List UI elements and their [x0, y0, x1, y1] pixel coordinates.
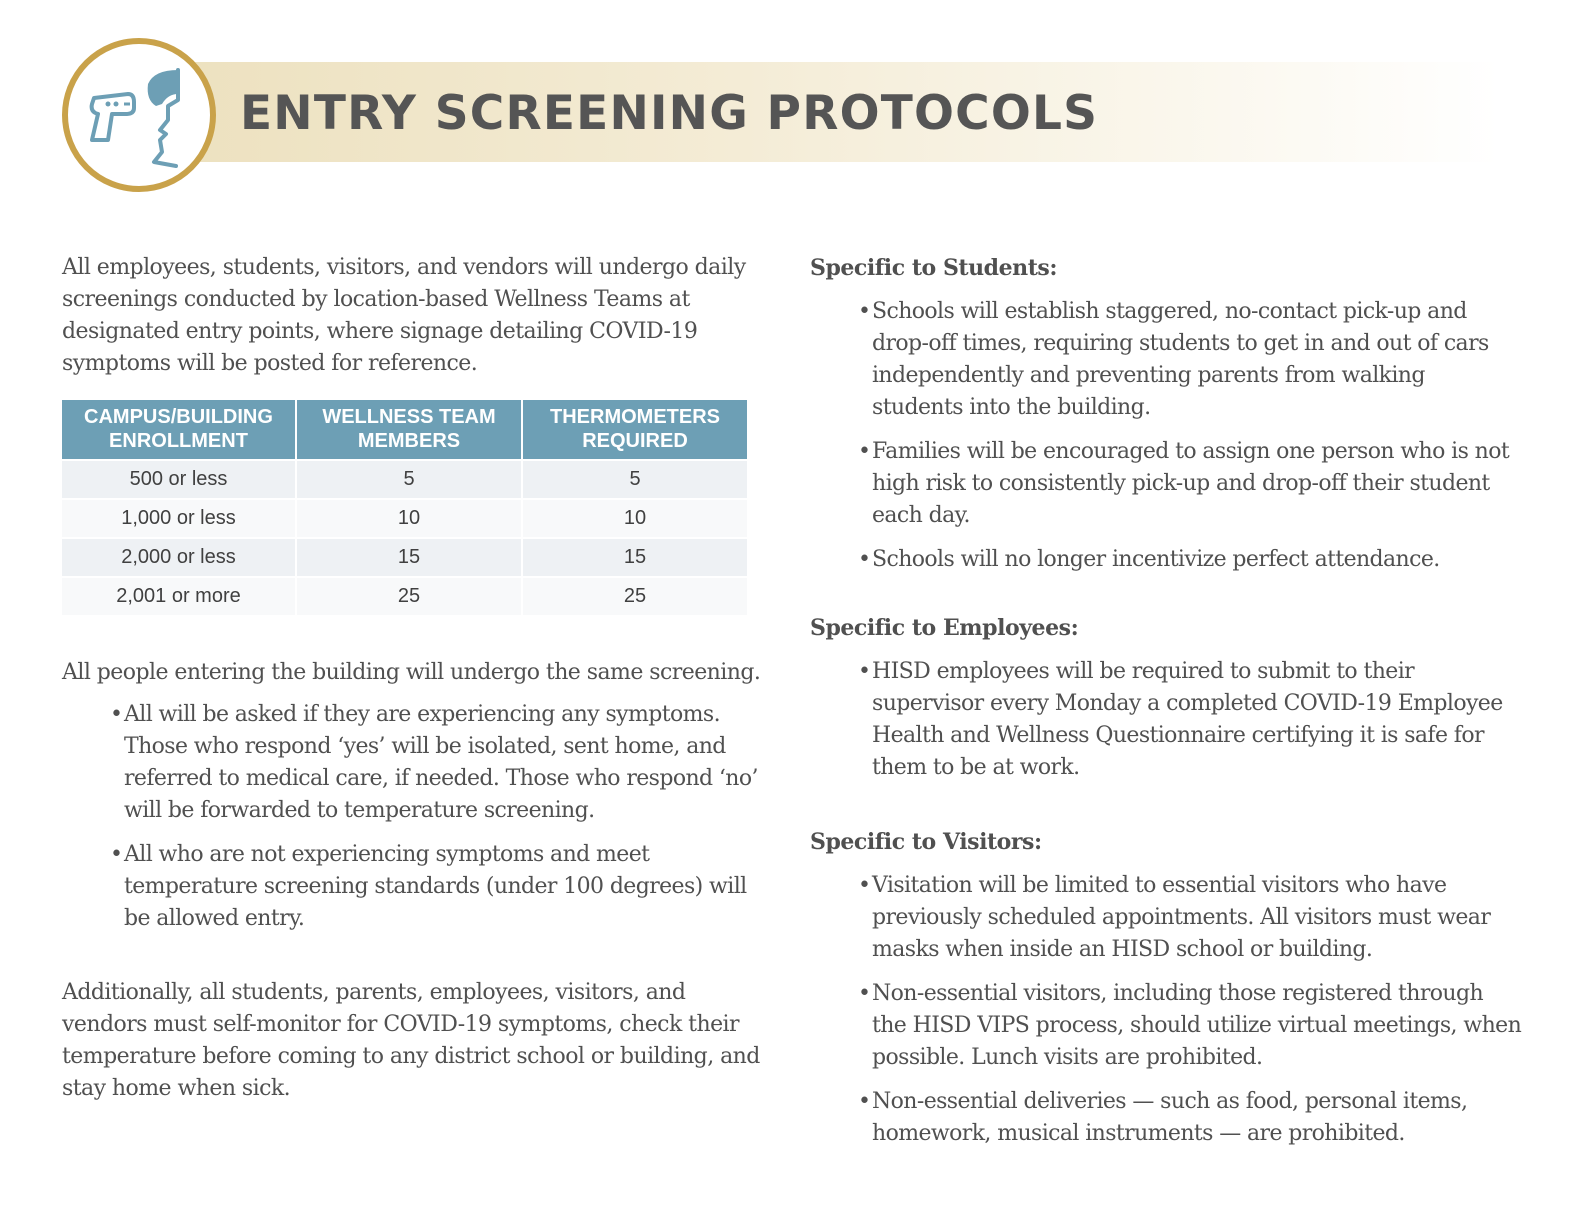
students-list: [810, 296, 1522, 576]
table-cell: 1,000 or less: [62, 500, 295, 537]
list-item: • Schools will establish staggered, no-contact pick-up and drop-off times, requiring students to get in and out of cars independently and preventing parents from walking students into the building.: [858, 299, 1489, 420]
list-item: • Visitation will be limited to essential visitors who have previously scheduled appointments. All visitors must wear masks when inside an HISD school or building.: [858, 873, 1491, 962]
right-column: [810, 252, 1522, 1162]
header-thermometers: THERMOMETERS REQUIRED: [523, 400, 747, 459]
same-screening-list: [62, 699, 762, 935]
additionally-paragraph: Additionally, all students, parents, employees, visitors, and vendors must self-monitor for COVID-19 symptoms, check their temperature before coming to any district school or building, and stay home when sick.: [62, 980, 760, 1101]
table-row: [62, 500, 747, 537]
list-item: • Families will be encouraged to assign one person who is not high risk to consistently pick-up and drop-off their student each day.: [858, 439, 1510, 528]
table-row: [62, 578, 747, 615]
list-item: • HISD employees will be required to submit to their supervisor every Monday a completed COVID-19 Employee Health and Wellness Questionnaire certifying it is safe for them to be at work.: [858, 659, 1503, 780]
intro-paragraph: All employees, students, visitors, and vendors will undergo daily screenings conducted by location-based Wellness Teams at designated entry points, where signage detailing COVID-19 symptoms will be posted for reference.: [62, 255, 746, 376]
table-cell: 500 or less: [62, 461, 295, 498]
table-cell: 25: [297, 578, 521, 615]
visitors-list: [810, 870, 1522, 1150]
list-item: • All who are not experiencing symptoms and meet temperature screening standards (under 100 degrees) will be allowed entry.: [110, 842, 747, 931]
table-cell: 2,001 or more: [62, 578, 295, 615]
visitors-heading: Specific to Visitors:: [810, 829, 1042, 855]
table-cell: 25: [523, 578, 747, 615]
header-wellness-team: WELLNESS TEAM MEMBERS: [297, 400, 521, 459]
employees-list: [810, 656, 1522, 784]
employees-heading: Specific to Employees:: [810, 615, 1079, 641]
list-item: • Non-essential deliveries — such as food, personal items, homework, musical instruments — are prohibited.: [858, 1089, 1468, 1146]
list-item: • Non-essential visitors, including those registered through the HISD VIPS process, should utilize virtual meetings, when possible. Lunch visits are prohibited.: [858, 981, 1522, 1070]
list-item: • Schools will no longer incentivize perfect attendance.: [858, 547, 1440, 572]
left-column: [62, 252, 762, 1105]
table-cell: 10: [523, 500, 747, 537]
table-cell: 15: [523, 539, 747, 576]
table-cell: 10: [297, 500, 521, 537]
table-row: [62, 461, 747, 498]
table-cell: 2,000 or less: [62, 539, 295, 576]
enrollment-table: [60, 398, 749, 617]
table-header-row: [62, 400, 747, 459]
same-screening-lead: All people entering the building will undergo the same screening.: [62, 660, 761, 685]
table-cell: 15: [297, 539, 521, 576]
list-item: • All will be asked if they are experiencing any symptoms. Those who respond ‘yes’ will be isolated, sent home, and referred to medical care, if needed. Those who respond ‘no’ will be forwarded to temperature screening.: [110, 702, 758, 823]
thermometer-screening-icon: [62, 38, 216, 192]
header-enrollment: CAMPUS/BUILDING ENROLLMENT: [62, 400, 295, 459]
students-heading: Specific to Students:: [810, 255, 1058, 281]
page-title: ENTRY SCREENING PROTOCOLS: [240, 86, 1099, 141]
table-cell: 5: [523, 461, 747, 498]
table-row: [62, 539, 747, 576]
table-cell: 5: [297, 461, 521, 498]
